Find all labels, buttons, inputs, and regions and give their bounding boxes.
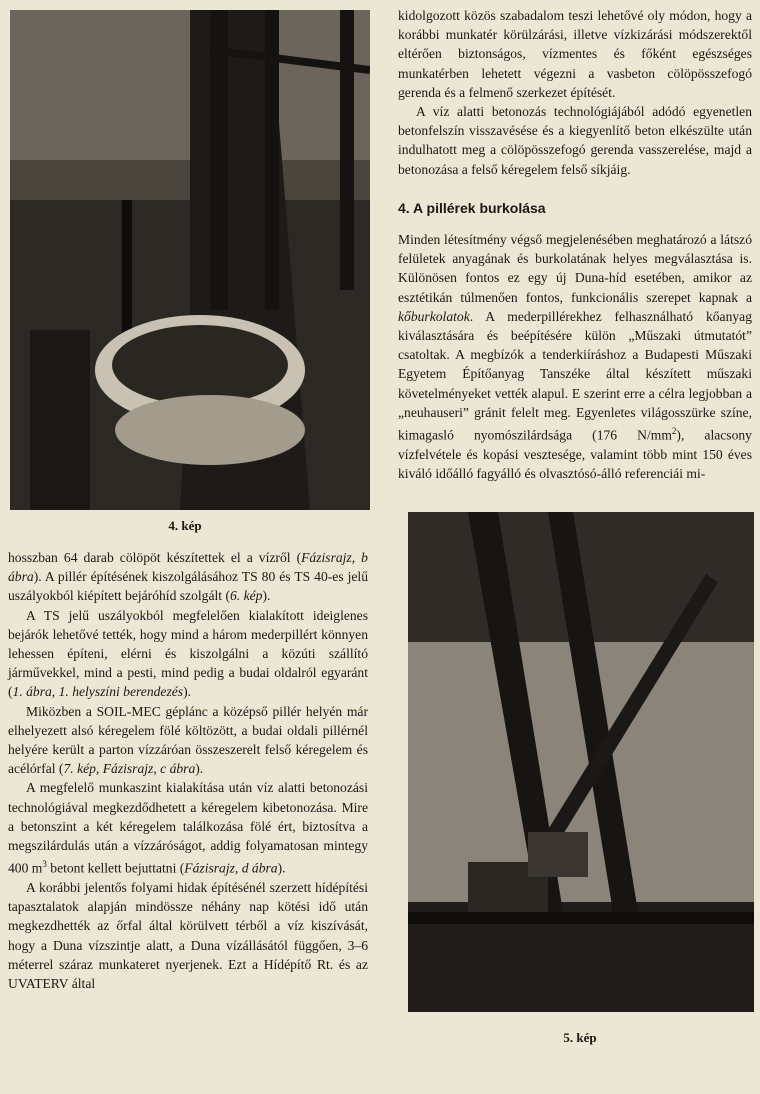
paragraph: Miközben a SOIL-MEC géplánc a középső pillér helyén már elhelyezett alsó kéregelem fölé költözött, a budai oldali pillérnél helyére került a parton vízzáróan összeszerelt felső kéregelem és acélórfal (7. kép, Fázisrajz, c ábra). bbox=[8, 703, 368, 777]
paragraph: hosszban 64 darab cölöpöt készítettek el a vízről (Fázisrajz, b ábra). A pillér építésének kiszolgálásához TS 80 és TS 40-es jelű uszályokból kiépített bejáróhíd szolgált (6. kép). bbox=[8, 550, 368, 604]
photo-caption: 4. kép bbox=[168, 518, 202, 533]
photo-floating-crane bbox=[408, 512, 754, 1012]
paragraph: A víz alatti betonozás technológiájából adódó egyenetlen betonfelszín visszavésése és a kiegyenlítő beton elkészülte után indulhatott meg a cölöpösszefogó gerenda vasszerelése, majd a betonozása a felső kéregelem felső síkjáig. bbox=[398, 104, 752, 177]
paragraph: A megfelelő munkaszint kialakítása után víz alatti betonozási technológiával megkezdődhetett a kéregelem kibetonozása. Mire a betonszint a két kéregelem találkozása fölé ért, biztosítva a megszilárdulás után a vízzáróságot, addig folyamatosan mintegy 400 $m^3$ betont kellett bejuttatni (Fázisrajz, d ábra). bbox=[8, 780, 368, 876]
photo-caption: 5. kép bbox=[563, 1030, 597, 1045]
paragraph: A TS jelű uszályokból megfelelően kialakított ideiglenes bejárók lehetővé tették, hogy mind a három mederpillért könnyen lehessen építeni, elérni és kiszolgálni a közúti szállító járművekkel, mind a pesti, mind pedig a budai oldalról egyaránt (1. ábra, 1. helyszíni berendezés). bbox=[8, 607, 368, 700]
right-column-text bbox=[398, 6, 752, 483]
paragraph: A korábbi jelentős folyami hidak építésénél szerzett hídépítési tapasztalatok alapján mindössze néhány nap kötési idő után megkezdhették az őrfal által körülvett térből a víz kiszívását, hogy a Duna vízszintje alatt, a Duna vízállásától függően, 3–6 méterrel száraz munkateret nyerjenek. Ezt a Hídépítő Rt. és az UVATERV által bbox=[8, 879, 368, 991]
section-heading: 4. A pillérek burkolása bbox=[398, 199, 546, 216]
paragraph: Minden létesítmény végső megjelenésében meghatározó a látszó felületek anyagának és burkolatának helyes megválasztása is. Különösen fontos ez egy új Duna-híd esetében, amikor az esztétikán túlmenően fontos, funkcionális szerepet kapnak a kőburkolatok. A mederpillérekhez felhasználható kőanyag kiválasztására és beépítésére külön „Műszaki útmutatót” csatoltak. A megbízók a tenderkiíráshoz a Budapesti Műszaki Egyetem Építőanyag Tanszéke által készített műszaki követelményeket vették alapul. E szerint erre a célra legjobban a „neuhauseri” gránit felelt meg. Egyenletes világosszürke színe, kimagasló nyomószilárdsága (176 $N/mm^2$), alacsony vízfelvétele és kopási vesztesége, valamint több mint 150 éves kiváló időálló fagyálló és olvasztósó-álló referenciái mi- bbox=[398, 232, 752, 481]
left-column-text bbox=[8, 548, 368, 993]
paragraph: kidolgozott közös szabadalom teszi lehetővé oly módon, hogy a korábbi munkatér körülzárási, illetve vízkizárási módszerektől eltérően biztonságos, vízmentes és főként egészséges munkatérben lehetett végezni a vasbeton cölöpösszefogó gerenda és a felmenő szerkezet építését. bbox=[398, 8, 752, 100]
photo-cofferdam-barge bbox=[10, 10, 370, 510]
